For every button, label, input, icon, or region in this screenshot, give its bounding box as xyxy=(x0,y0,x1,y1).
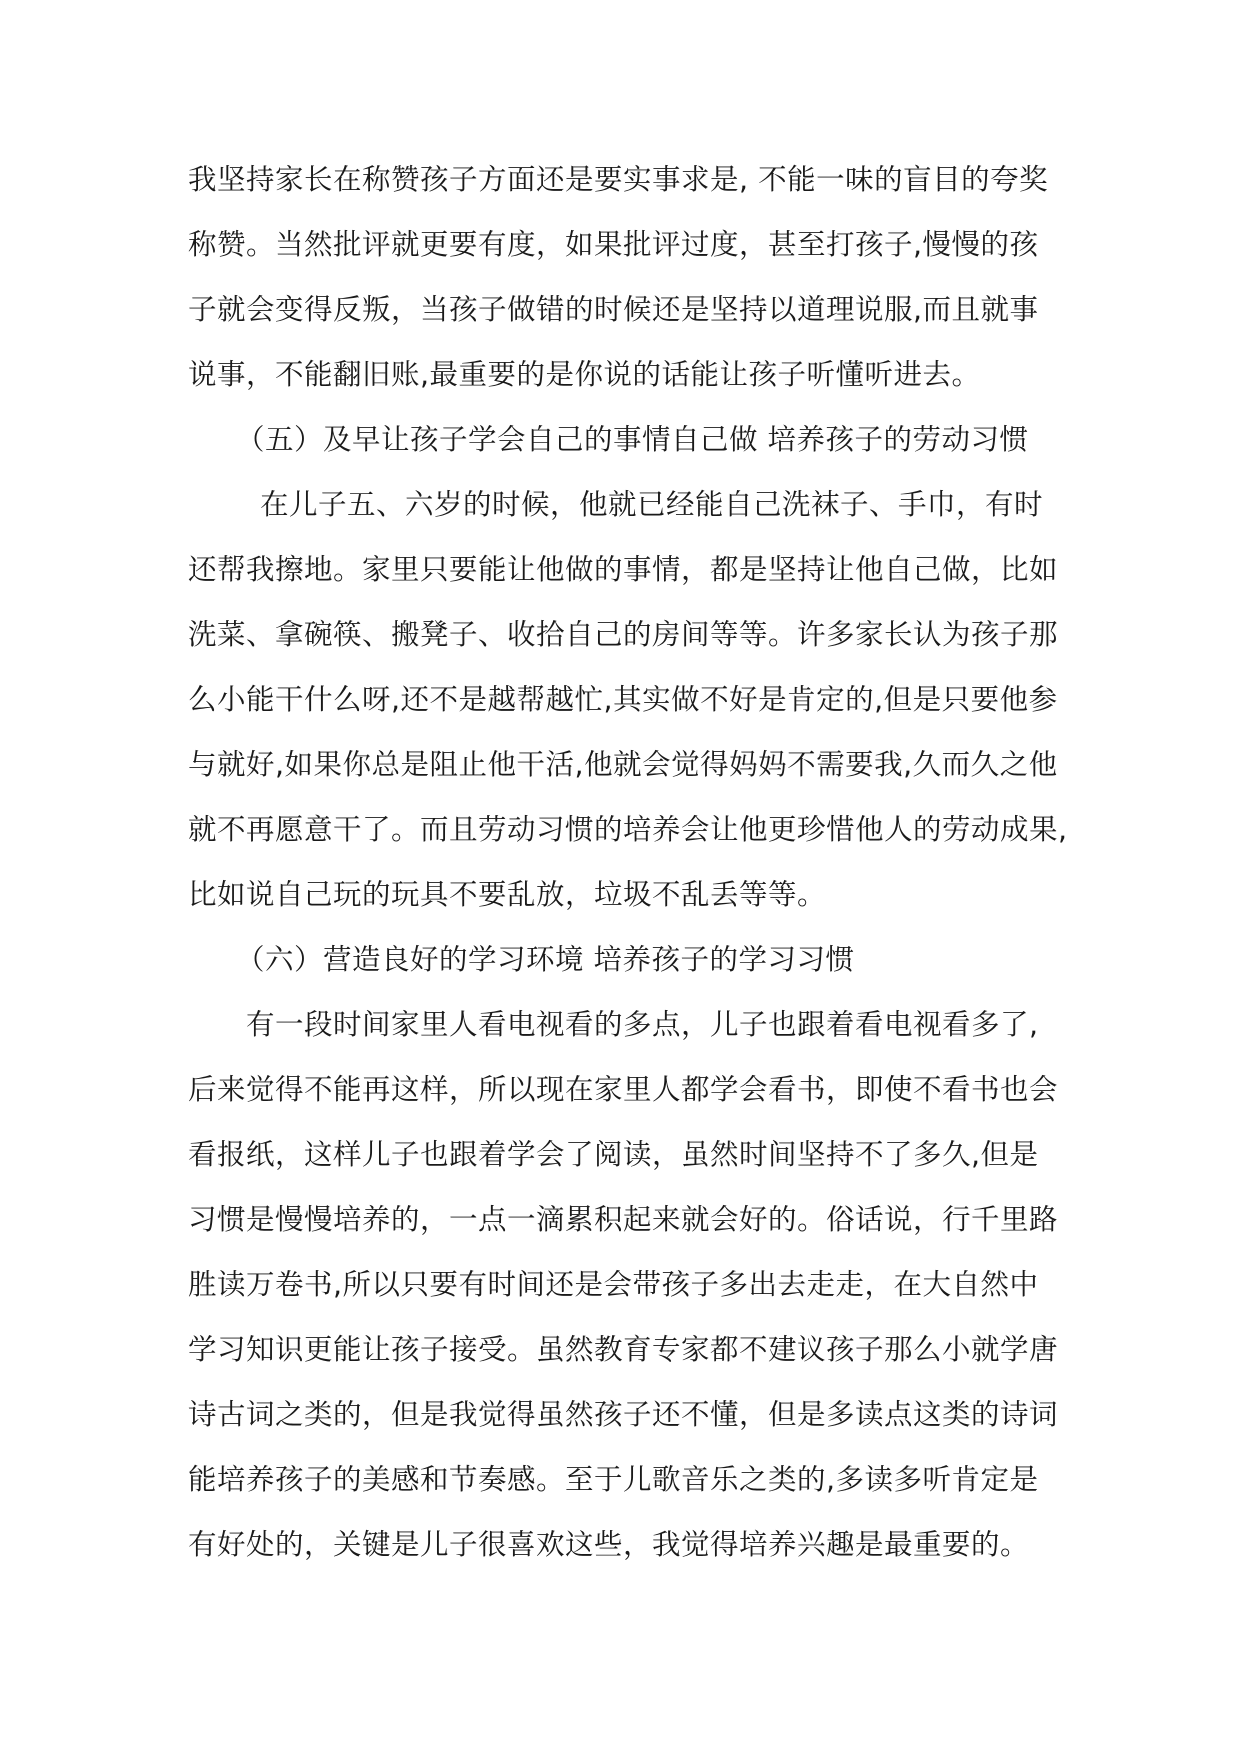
text-line: 有好处的，关键是儿子很喜欢这些，我觉得培养兴趣是最重要的。 xyxy=(188,1528,1030,1561)
text-line: 能培养孩子的美感和节奏感。至于儿歌音乐之类的,多读多听肯定是 xyxy=(188,1463,1039,1496)
text-line: 我坚持家长在称赞孩子方面还是要实事求是, 不能一味的盲目的夸奖 xyxy=(188,163,1049,196)
text-line: 胜读万卷书,所以只要有时间还是会带孩子多出去走走，在大自然中 xyxy=(188,1268,1039,1301)
text-line: 有一段时间家里人看电视看的多点，儿子也跟着看电视看多了, xyxy=(246,1008,1039,1041)
section-heading: （五）及早让孩子学会自己的事情自己做 培养孩子的劳动习惯 xyxy=(236,423,1029,456)
text-line: 么小能干什么呀,还不是越帮越忙,其实做不好是肯定的,但是只要他参 xyxy=(188,683,1058,716)
text-line: 在儿子五、六岁的时候，他就已经能自己洗袜子、手巾，有时 xyxy=(260,488,1044,521)
text-line: 洗菜、拿碗筷、搬凳子、收拾自己的房间等等。许多家长认为孩子那 xyxy=(188,618,1059,651)
text-line: 子就会变得反叛，当孩子做错的时候还是坚持以道理说服,而且就事 xyxy=(188,293,1039,326)
text-line: 比如说自己玩的玩具不要乱放，垃圾不乱丢等等。 xyxy=(188,878,827,911)
text-line: 学习知识更能让孩子接受。虽然教育专家都不建议孩子那么小就学唐 xyxy=(188,1333,1059,1366)
text-line: 说事，不能翻旧账,最重要的是你说的话能让孩子听懂听进去。 xyxy=(188,358,981,391)
text-line: 习惯是慢慢培养的，一点一滴累积起来就会好的。俗话说，行千里路 xyxy=(188,1203,1059,1236)
text-line: 就不再愿意干了。而且劳动习惯的培养会让他更珍惜他人的劳动成果, xyxy=(188,813,1068,846)
text-line: 称赞。当然批评就更要有度，如果批评过度，甚至打孩子,慢慢的孩 xyxy=(188,228,1039,261)
text-line: 看报纸，这样儿子也跟着学会了阅读，虽然时间坚持不了多久,但是 xyxy=(188,1138,1039,1171)
text-line: 还帮我擦地。家里只要能让他做的事情，都是坚持让他自己做，比如 xyxy=(188,553,1059,586)
text-line: 诗古词之类的，但是我觉得虽然孩子还不懂，但是多读点这类的诗词 xyxy=(188,1398,1059,1431)
text-line: 后来觉得不能再这样，所以现在家里人都学会看书，即使不看书也会 xyxy=(188,1073,1059,1106)
text-line: 与就好,如果你总是阻止他干活,他就会觉得妈妈不需要我,久而久之他 xyxy=(188,748,1058,781)
section-heading: （六）营造良好的学习环境 培养孩子的学习习惯 xyxy=(236,943,855,976)
